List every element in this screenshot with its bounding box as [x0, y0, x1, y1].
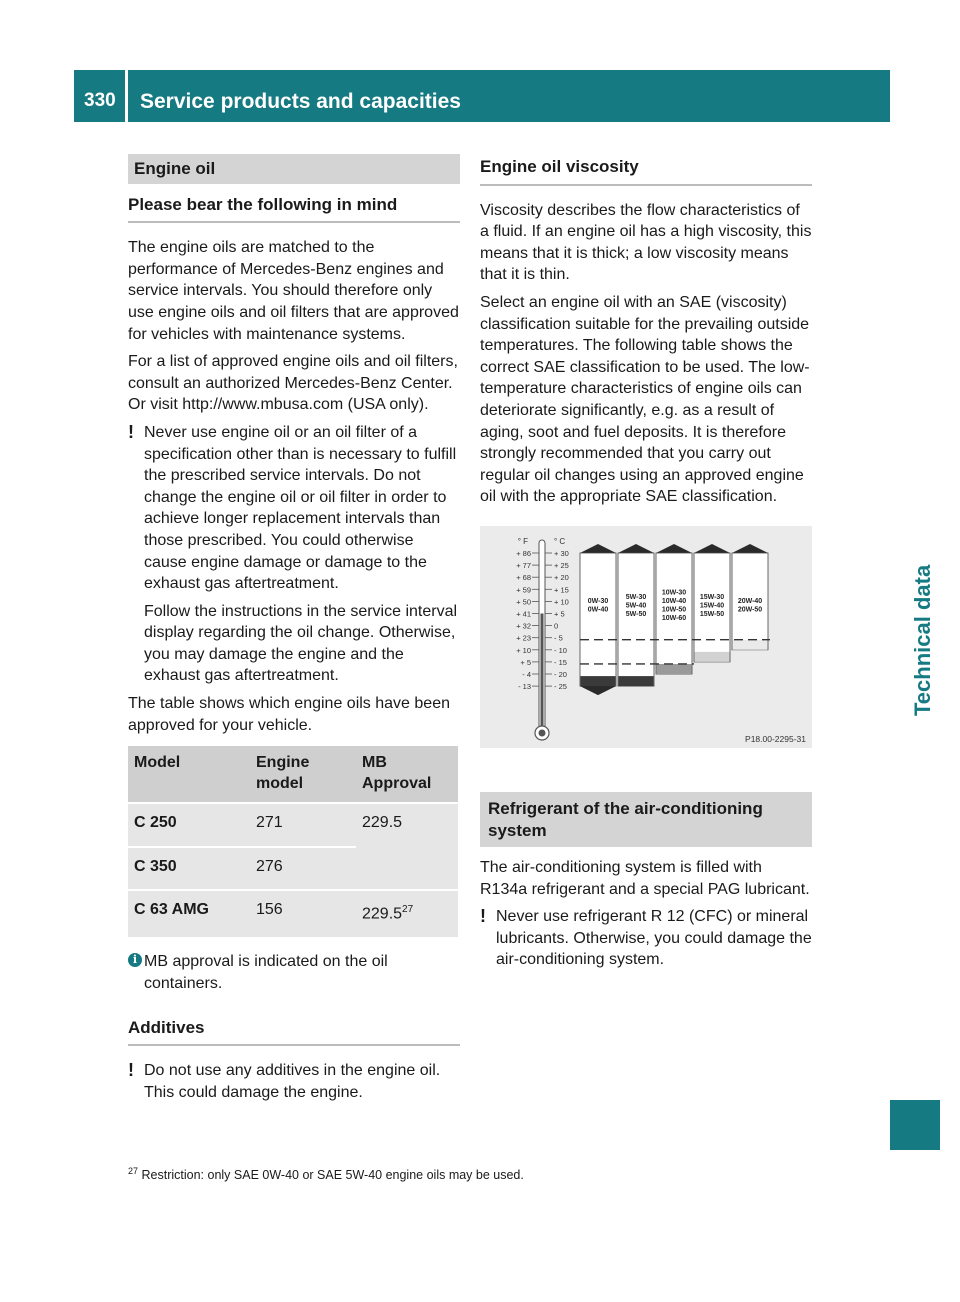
thermometer-mercury	[541, 613, 544, 730]
grade-label: 10W-50	[661, 606, 687, 614]
footnote	[128, 1166, 524, 1182]
left-column	[128, 154, 460, 1109]
grade-bottom-band	[581, 676, 616, 686]
c-tick-label: 0	[554, 621, 559, 631]
grade-arrow-bottom	[580, 686, 616, 695]
warning-followup: Follow the instructions in the service interval display regarding the oil change. Otherwise, you may damage the engine and the exhaust gas aftertreatment.	[144, 602, 458, 685]
warning-text: Do not use any additives in the engine oil. This could damage the engine.	[144, 1062, 441, 1101]
f-tick-label: + 86	[516, 548, 531, 558]
f-tick-label: + 59	[516, 585, 531, 595]
grade-label: 15W-30	[699, 593, 725, 601]
thermometer-bulb-core	[539, 729, 546, 736]
footnote-ref: 27	[402, 904, 414, 916]
table-header-row	[128, 746, 458, 803]
warning-note	[480, 906, 812, 971]
cell-model: C 63 AMG	[128, 890, 250, 937]
warning-note	[128, 422, 460, 595]
grade-bottom-band	[695, 652, 730, 662]
f-tick-label: + 68	[516, 573, 531, 583]
unit-c-label: ° C	[554, 536, 566, 546]
viscosity-heading: Engine oil viscosity	[480, 156, 812, 186]
grade-column	[618, 553, 654, 686]
warning-icon: !	[128, 421, 134, 442]
unit-f-label: ° F	[517, 536, 528, 546]
grade-label: 10W-60	[661, 615, 687, 623]
col-header-engine-model: Engine model	[250, 746, 356, 803]
warning-icon: !	[128, 1060, 134, 1081]
engine-oil-heading: Engine oil	[128, 154, 460, 184]
additives-heading: Additives	[128, 1017, 460, 1047]
grade-arrow-top	[618, 544, 654, 553]
grade-label: 15W-40	[699, 602, 725, 610]
approval-value: 229.5	[362, 905, 403, 923]
table-row	[128, 803, 458, 847]
grade-bottom-band	[657, 664, 692, 674]
footnote-number: 27	[128, 1166, 139, 1176]
engine-oil-paragraph-1: The engine oils are matched to the performance of Mercedes-Benz engines and service intervals. You should therefore only use engine oils and oil filters that are approved for vehicles with maintenance systems.	[128, 239, 459, 343]
grade-column	[580, 553, 616, 686]
table-row	[128, 890, 458, 937]
warning-note	[128, 1060, 460, 1103]
grade-label: 5W-50	[625, 610, 647, 618]
c-tick-label: + 15	[554, 585, 569, 595]
cell-model: C 250	[128, 803, 250, 847]
side-tab-block	[890, 1100, 940, 1150]
grade-bottom-band	[619, 676, 654, 686]
grade-label: 20W-50	[737, 606, 763, 614]
figure-id: P18.00-2295-31	[745, 733, 806, 744]
warning-icon: !	[480, 906, 486, 927]
side-tab	[900, 564, 940, 716]
grade-label: 5W-40	[625, 602, 647, 610]
viscosity-paragraph-2: Select an engine oil with an SAE (viscosity) classification suitable for the prevailing outside temperatures. The following table shows the correct SAE classification to be used. The low-temperature characteristics of engine oils can deteriorate significantly, e.g. as a result of aging, soot and fuel deposits. It is therefore strongly recommended that you carry out regular oil changes using an approved engine oil with the appropriate SAE classification.	[480, 293, 810, 506]
c-tick-label: - 20	[554, 669, 567, 679]
f-tick-label: + 77	[516, 561, 531, 571]
c-tick-label: - 5	[554, 633, 563, 643]
f-tick-label: + 41	[516, 609, 531, 619]
c-tick-label: + 10	[554, 597, 569, 607]
approval-table	[128, 746, 458, 937]
f-tick-label: + 50	[516, 597, 531, 607]
refrigerant-paragraph: The air-conditioning system is filled with R134a refrigerant and a special PAG lubricant.	[480, 859, 810, 898]
viscosity-chart-svg	[480, 526, 812, 748]
table-intro: The table shows which engine oils have been approved for your vehicle.	[128, 695, 450, 734]
c-tick-label: - 15	[554, 657, 567, 667]
cell-engine: 276	[250, 847, 356, 891]
c-tick-label: + 30	[554, 548, 569, 558]
cell-approval: 229.5	[356, 803, 458, 890]
col-header-mb-approval: MB Approval	[356, 746, 458, 803]
f-tick-label: + 23	[516, 633, 531, 643]
c-tick-label: - 10	[554, 645, 567, 655]
page-number: 330	[84, 90, 116, 111]
info-icon: i	[128, 953, 142, 967]
cell-engine: 271	[250, 803, 356, 847]
c-tick-label: + 25	[554, 561, 569, 571]
c-tick-label: - 25	[554, 682, 567, 692]
cell-approval	[356, 890, 458, 937]
grade-label: 20W-40	[737, 598, 763, 606]
grade-label: 10W-30	[661, 589, 687, 597]
grade-label: 10W-40	[661, 598, 687, 606]
cell-model: C 350	[128, 847, 250, 891]
viscosity-paragraph-1: Viscosity describes the flow characteristics of a fluid. If an engine oil has a high viscosity, this means that it is thick; a low viscosity means that it is thin.	[480, 201, 812, 284]
bear-in-mind-heading: Please bear the following in mind	[128, 194, 460, 224]
cell-engine: 156	[250, 890, 356, 937]
grade-label: 15W-50	[699, 610, 725, 618]
col-header-model: Model	[128, 746, 250, 803]
warning-text: Never use refrigerant R 12 (CFC) or mineral lubricants. Otherwise, you could damage the air-conditioning system.	[496, 908, 812, 969]
grade-arrow-top	[580, 544, 616, 553]
info-note	[128, 951, 460, 994]
side-tab-label: Technical data	[910, 564, 935, 716]
grade-bottom-band	[733, 640, 768, 650]
f-tick-label: - 13	[518, 682, 531, 692]
page-title: Service products and capacities	[140, 90, 461, 113]
f-tick-label: - 4	[522, 669, 531, 679]
refrigerant-heading: Refrigerant of the air-conditioning system	[480, 792, 812, 847]
c-tick-label: + 20	[554, 573, 569, 583]
grade-arrow-top	[694, 544, 730, 553]
header-divider	[125, 70, 128, 122]
grade-label: 0W-30	[587, 598, 609, 606]
grade-arrow-top	[732, 544, 768, 553]
f-tick-label: + 10	[516, 645, 531, 655]
warning-text: Never use engine oil or an oil filter of a specification other than is necessary to fulfill the prescribed service intervals. Do not change the engine oil or oil filter in order to achieve longer replacement intervals than those prescribed. You could otherwise cause engine damage or damage to the exhaust gas aftertreatment.	[144, 423, 457, 593]
right-column	[480, 154, 812, 977]
grade-label: 5W-30	[625, 593, 647, 601]
engine-oil-paragraph-2: For a list of approved engine oils and oil filters, consult an authorized Mercedes-Benz Center. Or visit http://www.mbusa.com (USA only).	[128, 353, 458, 414]
grade-arrow-top	[656, 544, 692, 553]
f-tick-label: + 32	[516, 621, 531, 631]
f-tick-label: + 5	[520, 657, 531, 667]
viscosity-chart	[480, 526, 812, 748]
c-tick-label: + 5	[554, 609, 565, 619]
info-text: MB approval is indicated on the oil containers.	[144, 953, 388, 992]
grade-label: 0W-40	[587, 606, 609, 614]
footnote-text: Restriction: only SAE 0W-40 or SAE 5W-40 engine oils may be used.	[141, 1168, 524, 1183]
